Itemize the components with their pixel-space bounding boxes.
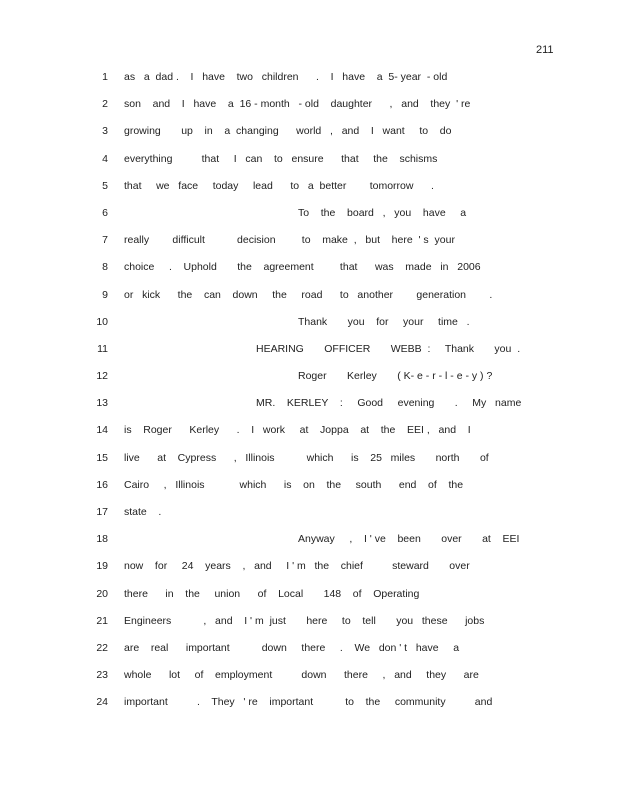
line-text: that we face today lead to a better tomorrow . <box>124 179 434 192</box>
transcript-line <box>0 287 618 314</box>
line-text: as a dad . I have two children . I have a 5- year - old <box>124 71 448 83</box>
line-text: important . They ' re important to the community and <box>124 696 493 709</box>
line-number: 10 <box>96 315 108 328</box>
line-number: 5 <box>102 179 108 192</box>
line-number: 22 <box>96 641 108 654</box>
transcript-line <box>0 96 618 123</box>
line-text: live at Cypress , Illinois which is 25 miles north of <box>124 451 489 464</box>
transcript-line <box>0 368 618 395</box>
line-number: 3 <box>102 125 108 138</box>
line-text: MR. KERLEY : Good evening . My name <box>256 397 522 410</box>
transcript-line <box>0 422 618 449</box>
line-number: 21 <box>96 614 108 627</box>
transcript-line <box>0 450 618 477</box>
line-text: Thank you for your time . <box>298 315 470 328</box>
line-text: really difficult decision to make , but here ' s your <box>124 234 455 247</box>
line-text: is Roger Kerley . I work at Joppa at the EEI , and I <box>124 424 471 437</box>
line-number: 1 <box>102 71 108 83</box>
transcript-body <box>0 69 618 722</box>
line-text: are real important down there . We don ' t have a <box>124 641 460 654</box>
line-number: 4 <box>102 152 108 165</box>
page-number: 211 <box>536 44 554 56</box>
transcript-line <box>0 667 618 694</box>
line-number: 24 <box>96 696 108 709</box>
line-number: 14 <box>96 424 108 437</box>
transcript-line <box>0 531 618 558</box>
line-text: Anyway , I ' ve been over at EEI <box>298 533 520 546</box>
line-number: 15 <box>96 451 108 464</box>
line-text: now for 24 years , and I ' m the chief steward over <box>124 560 470 573</box>
transcript-line <box>0 69 618 96</box>
line-number: 12 <box>96 370 108 383</box>
transcript-line <box>0 504 618 531</box>
line-number: 23 <box>96 669 108 682</box>
transcript-line <box>0 694 618 721</box>
line-text: there in the union of Local 148 of Operating <box>124 587 420 600</box>
line-number: 11 <box>97 342 108 355</box>
line-text: Roger Kerley ( K- e - r - l - e - y ) ? <box>298 370 493 383</box>
transcript-line <box>0 613 618 640</box>
transcript-line <box>0 640 618 667</box>
line-number: 20 <box>96 587 108 600</box>
line-number: 18 <box>96 533 108 546</box>
line-text: choice . Uphold the agreement that was made in 2006 <box>124 261 481 274</box>
transcript-line <box>0 477 618 504</box>
transcript-line <box>0 259 618 286</box>
transcript-line <box>0 314 618 341</box>
transcript-line <box>0 341 618 368</box>
line-number: 2 <box>102 98 108 111</box>
line-text: growing up in a changing world , and I want to do <box>124 125 452 138</box>
transcript-line <box>0 178 618 205</box>
line-text: whole lot of employment down there , and they are <box>124 669 479 682</box>
line-number: 16 <box>96 478 108 491</box>
line-text: state . <box>124 506 162 518</box>
transcript-line <box>0 586 618 613</box>
transcript-line <box>0 232 618 259</box>
transcript-line <box>0 123 618 150</box>
line-number: 8 <box>102 261 108 274</box>
line-text: Engineers , and I ' m just here to tell you these jobs <box>124 614 485 627</box>
transcript-line <box>0 395 618 422</box>
line-number: 17 <box>96 506 108 518</box>
transcript-line <box>0 151 618 178</box>
transcript-line <box>0 205 618 232</box>
line-number: 19 <box>96 560 108 573</box>
line-number: 6 <box>102 206 108 219</box>
line-text: HEARING OFFICER WEBB : Thank you . <box>256 342 521 355</box>
line-text: everything that I can to ensure that the schisms <box>124 152 438 165</box>
line-text: To the board , you have a <box>298 206 467 219</box>
line-text: son and I have a 16 - month - old daughter , and they ' re <box>124 98 471 111</box>
line-number: 9 <box>102 288 108 301</box>
line-number: 7 <box>102 234 108 247</box>
line-text: Cairo , Illinois which is on the south end of the <box>124 478 464 491</box>
line-text: or kick the can down the road to another generation . <box>124 288 493 301</box>
line-number: 13 <box>96 397 108 410</box>
transcript-line <box>0 558 618 585</box>
